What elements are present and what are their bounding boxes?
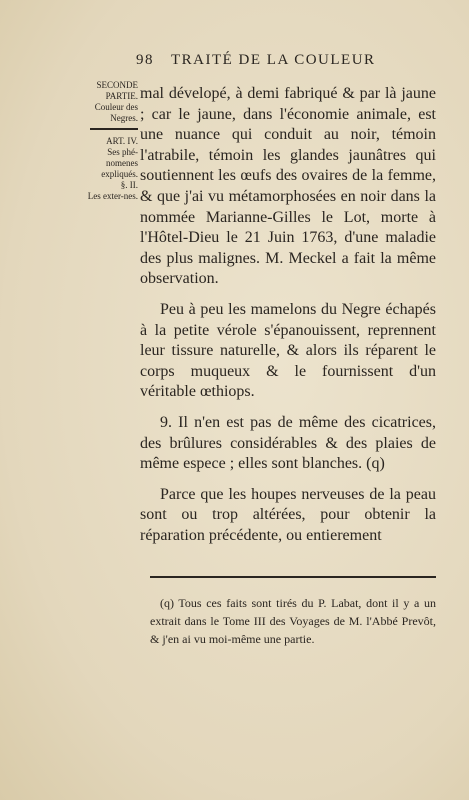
- margin-note-article: ART. IV.: [106, 136, 138, 146]
- footnote-rule: [150, 576, 436, 578]
- paragraph: Parce que les houpes nerveuses de la peau sont ou trop altérées, pour obtenir la réparation précédente, ou entierement: [140, 485, 436, 544]
- margin-note-part: SECONDE PARTIE.: [96, 80, 138, 101]
- footnote: (q) Tous ces faits sont tirés du P. Labat, dont il y a un extrait dans le Tome III des Voyages de M. l'Abbé Prevôt, & j'en ai vu moi-même une partie.: [150, 596, 436, 646]
- running-title: TRAITÉ DE LA COULEUR: [170, 52, 376, 68]
- margin-note-subject: Couleur des Negres.: [94, 102, 138, 123]
- body-text: [140, 84, 436, 546]
- paragraph: 9. Il n'en est pas de même des cicatrices, des brûlures considérables & des plaies de même espece ; elles sont blanches. (q): [140, 413, 436, 473]
- page-number: 98: [136, 52, 154, 68]
- margin-rule: [90, 128, 138, 130]
- margin-note-section-title: Les exter-nes.: [87, 191, 138, 201]
- margin-note-section: §. II.: [120, 180, 138, 190]
- margin-notes: [80, 80, 138, 202]
- paragraph: mal dévelopé, à demi fabriqué & par là jaune ; car le jaune, dans l'économie animale, est une nuance qui conduit au noir, témoin l'atrabile, témoin les glandes jaunâtres qui soutiennent les œufs des ovaires de la femme, & que j'ai vu métamorphosées en noir dans la nommée Marianne-Gilles le Lot, morte à l'Hôtel-Dieu le 21 Juin 1763, d'une maladie des plus malignes. M. Meckel a fait la même observation.: [140, 85, 436, 288]
- paragraph: Peu à peu les mamelons du Negre échapés à la petite vérole s'épanouissent, reprennent leur tissure naturelle, & alors ils réparent le corps muqueux & le fournissent d'un véritable œthiops.: [140, 300, 436, 401]
- margin-note-article-title: Ses phé-nomenes expliqués.: [101, 147, 138, 179]
- page-header: [136, 52, 436, 69]
